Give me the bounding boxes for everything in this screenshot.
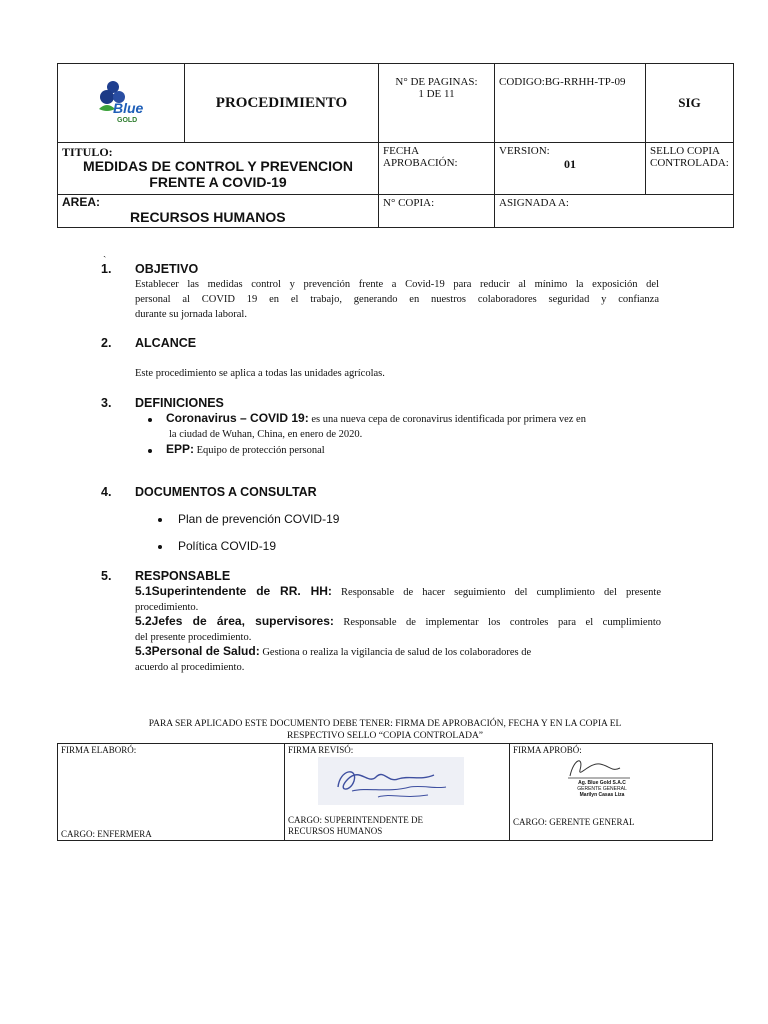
document-item-2-text: Política COVID-19	[178, 539, 277, 553]
responsible-3-text-2: acuerdo al procedimiento.	[135, 662, 245, 673]
version-cell	[495, 143, 646, 195]
signature-table	[57, 743, 713, 841]
definition-2-term: EPP:	[166, 442, 195, 456]
document-item-2	[158, 539, 276, 553]
section-2-title: ALCANCE	[135, 336, 197, 350]
signature-cell-reviso	[285, 744, 510, 841]
section-2-number: 2.	[101, 336, 112, 350]
approval-label-1: FECHA	[383, 145, 420, 157]
section-3-title: DEFINICIONES	[135, 396, 224, 410]
title-line-1: MEDIDAS DE CONTROL Y PREVENCION	[83, 158, 353, 174]
area-value: RECURSOS HUMANOS	[130, 209, 286, 225]
definition-2	[148, 442, 325, 458]
doc-type: PROCEDIMIENTO	[215, 94, 348, 111]
cargo-reviso-line-1: CARGO: SUPERINTENDENTE DE	[288, 815, 423, 825]
responsible-3-text: Gestiona o realiza la vigilancia de salud de los colaboradores de	[259, 647, 532, 658]
doc-type-cell	[185, 64, 379, 143]
bullet-icon	[158, 545, 162, 549]
copy-cell	[379, 195, 495, 228]
brand-top: Blue	[113, 99, 144, 116]
code-cell	[495, 64, 646, 143]
responsible-2	[135, 614, 661, 645]
responsible-2-text: Responsable de implementar los controles para el cumplimiento	[333, 617, 661, 628]
responsible-1-text-2: procedimiento.	[135, 602, 199, 613]
cargo-elaboro: CARGO: ENFERMERA	[61, 829, 152, 839]
approval-label-2: APROBACIÓN:	[383, 157, 458, 169]
title-cell	[58, 143, 379, 195]
definition-2-text: Equipo de protección personal	[194, 445, 325, 456]
footer-notice-1: PARA SER APLICADO ESTE DOCUMENTO DEBE TENER: FIRMA DE APROBACIÓN, FECHA Y EN LA COPIA EL	[148, 719, 622, 729]
document-item-1	[158, 512, 339, 526]
firma-reviso-label: FIRMA REVISÓ:	[288, 745, 354, 755]
bullet-icon	[158, 518, 162, 522]
signature-cell-elaboro	[58, 744, 285, 841]
definition-1-term: Coronavirus – COVID 19:	[166, 411, 309, 425]
stray-mark: ˏ	[103, 247, 107, 258]
cargo-aprobo: CARGO: GERENTE GENERAL	[513, 817, 635, 827]
stamp-label-1: SELLO COPIA	[650, 145, 720, 157]
header-table	[57, 63, 734, 228]
assigned-label: ASIGNADA A:	[499, 197, 569, 209]
assigned-cell	[495, 195, 734, 228]
section-3-number: 3.	[101, 396, 112, 410]
firma-elaboro-label: FIRMA ELABORÓ:	[61, 745, 137, 755]
footer-notice-2: RESPECTIVO SELLO “COPIA CONTROLADA”	[286, 731, 484, 741]
responsible-3-term: 5.3Personal de Salud:	[135, 644, 260, 658]
aprobo-signature	[560, 752, 640, 782]
aprobo-stamp	[562, 780, 642, 798]
signature-cell-aprobo	[510, 744, 713, 841]
sig-label: SIG	[678, 95, 701, 110]
responsible-2-text-2: del presente procedimiento.	[135, 632, 252, 643]
definition-1-text: es una nueva cepa de coronavirus identificada por primera vez en	[308, 414, 586, 425]
logo-cell	[58, 64, 185, 143]
section-4-number: 4.	[101, 485, 112, 499]
section-1-number: 1.	[101, 262, 112, 276]
bullet-icon	[148, 418, 152, 422]
stamp-cell	[646, 143, 734, 195]
responsible-2-term: 5.2Jefes de área, supervisores:	[135, 614, 334, 628]
pages-label: N° DE PAGINAS:	[395, 76, 478, 88]
copy-label: N° COPIA:	[383, 197, 435, 209]
version-label: VERSION:	[499, 145, 550, 157]
title-label: TITULO:	[62, 145, 113, 159]
definition-1-text-2: la ciudad de Wuhan, China, en enero de 2020.	[169, 429, 363, 440]
responsible-1-text: Responsable de hacer seguimiento del cumplimiento del presente	[331, 587, 662, 598]
bullet-icon	[148, 449, 152, 453]
pages-cell	[379, 64, 495, 143]
section-1-line-2: personal al COVID 19 en el trabajo, generando en nuestros colaboradores seguridad y confianza	[135, 294, 659, 305]
sig-cell	[646, 64, 734, 143]
section-1-body	[135, 277, 659, 322]
section-4-title: DOCUMENTOS A CONSULTAR	[135, 485, 317, 499]
brand-bottom: GOLD	[117, 116, 138, 124]
title-line-2: FRENTE A COVID-19	[149, 174, 287, 190]
pages-value: 1 DE 11	[418, 88, 455, 100]
blue-gold-logo	[93, 75, 149, 129]
definition-1	[148, 411, 660, 442]
area-label: AREA:	[62, 195, 100, 209]
section-5-title: RESPONSABLE	[135, 569, 231, 583]
responsible-1-term: 5.1Superintendente de RR. HH:	[135, 584, 332, 598]
reviso-signature	[318, 757, 464, 805]
cargo-reviso	[288, 815, 423, 837]
version-value: 01	[564, 157, 576, 171]
responsible-3	[135, 644, 661, 675]
footer-notice	[57, 718, 713, 742]
stamp-role: GERENTE GENERAL	[577, 786, 627, 792]
section-1-title: OBJETIVO	[135, 262, 199, 276]
cargo-reviso-line-2: RECURSOS HUMANOS	[288, 826, 383, 836]
area-cell	[58, 195, 379, 228]
section-5-number: 5.	[101, 569, 112, 583]
stamp-label-2: CONTROLADA:	[650, 157, 729, 169]
section-1-line-1: Establecer las medidas control y prevención frente a Covid-19 para reducir al mínimo la exposición del	[135, 279, 659, 290]
document-item-1-text: Plan de prevención COVID-19	[178, 512, 340, 526]
section-1-line-3: durante su jornada laboral.	[135, 309, 247, 320]
responsible-1	[135, 584, 661, 615]
stamp-company: Ag. Blue Gold S.A.C	[578, 780, 626, 786]
doc-code: CODIGO:BG-RRHH-TP-09	[499, 76, 626, 88]
stamp-name: Marilyn Casas Liza	[579, 792, 625, 798]
approval-cell	[379, 143, 495, 195]
section-2-text: Este procedimiento se aplica a todas las unidades agrícolas.	[135, 368, 385, 379]
firma-aprobo-label: FIRMA APROBÓ:	[513, 745, 582, 755]
